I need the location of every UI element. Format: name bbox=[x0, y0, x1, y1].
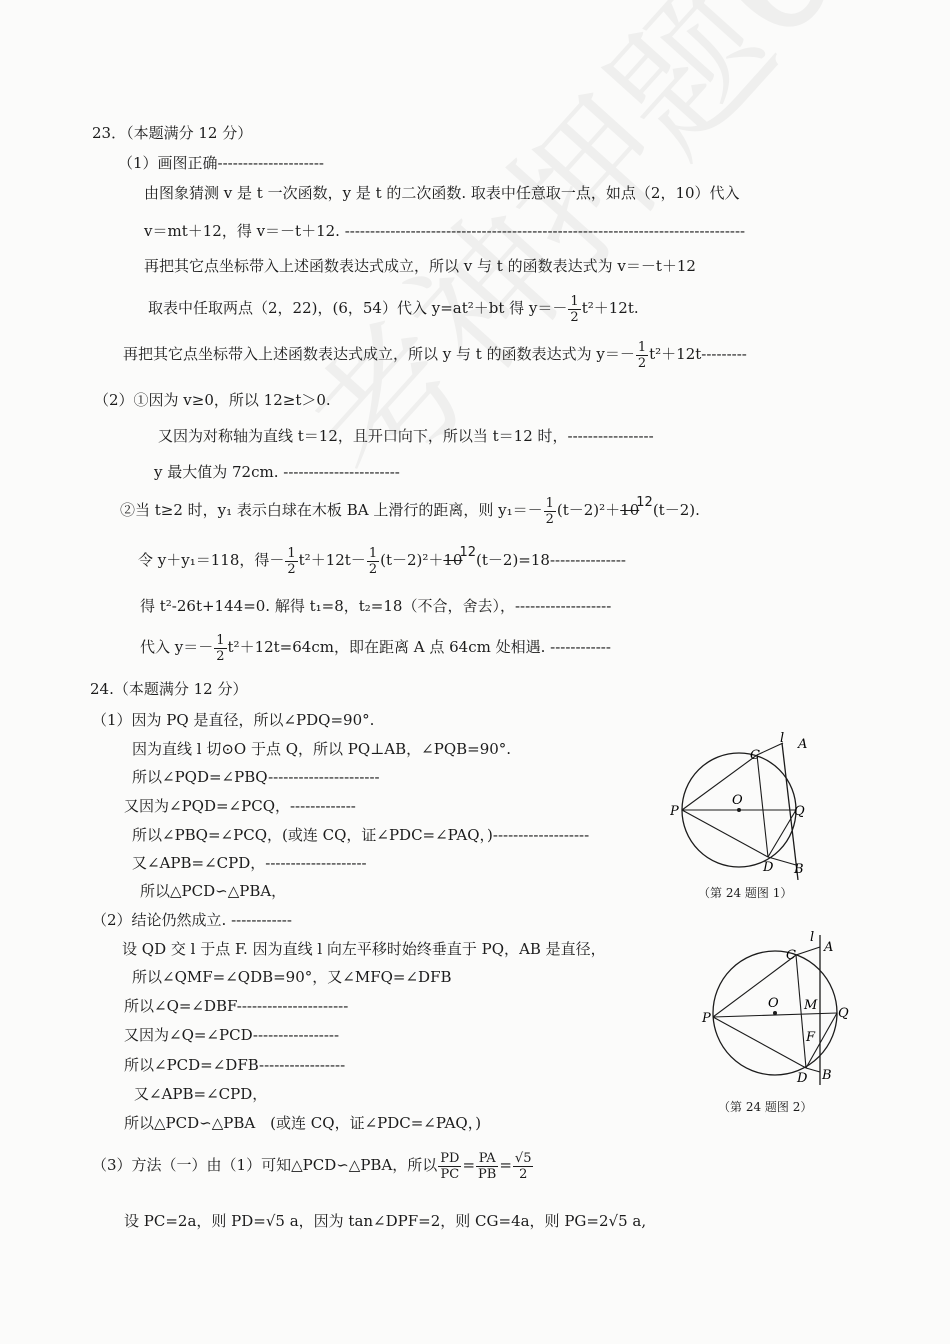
label-C: C bbox=[750, 748, 760, 763]
label-Q: Q bbox=[794, 804, 805, 819]
label-O: O bbox=[768, 996, 779, 1011]
label-l: l bbox=[810, 930, 815, 945]
label-B: B bbox=[794, 862, 804, 877]
q24-s1-line: 又因为∠PQD=∠PCQ，------------- bbox=[124, 797, 356, 815]
q23-line: 再把其它点坐标带入上述函数表达式成立，所以 y 与 t 的函数表达式为 y＝－ $\frac{1}{2}$ t²＋12t--------- bbox=[123, 339, 747, 371]
fraction: $\frac{1}{2}$ bbox=[570, 293, 579, 325]
fraction: $\frac{PA}{PB}$ bbox=[478, 1150, 497, 1182]
fraction: $\frac{√5}{2}$ bbox=[514, 1150, 532, 1182]
q23-line: （2）①因为 v≥0，所以 12≥t＞0. bbox=[94, 391, 331, 409]
label-M: M bbox=[804, 998, 818, 1013]
q23-line: 又因为对称轴为直线 t＝12，且开口向下，所以当 t＝12 时，----------------- bbox=[158, 427, 654, 445]
q24-s2-line: 又∠APB=∠CPD， bbox=[134, 1085, 268, 1103]
q23-line: 代入 y＝－ $\frac{1}{2}$ t²＋12t=64cm，即在距离 A 点 64cm 处相遇. ------------ bbox=[140, 632, 611, 664]
q23-line: 再把其它点坐标带入上述函数表达式成立，所以 v 与 t 的函数表达式为 v＝－t＋12 bbox=[144, 257, 696, 275]
fraction: $\frac{1}{2}$ bbox=[287, 545, 296, 577]
center-dot bbox=[737, 808, 741, 812]
q24-title: 24.（本题满分 12 分） bbox=[90, 680, 248, 698]
label-C: C bbox=[786, 948, 796, 963]
handwritten-correction: 12 bbox=[459, 545, 477, 560]
q23-line: ②当 t≥2 时，y₁ 表示白球在木板 BA 上滑行的距离，则 y₁＝－ $\frac{1}{2}$ (t－2)²＋1012(t－2). bbox=[120, 495, 700, 527]
label-A: A bbox=[824, 940, 834, 955]
q23-line: 取表中任取两点（2，22)，(6，54）代入 y=at²＋bt 得 y＝－ $\frac{1}{2}$ t²＋12t. bbox=[148, 293, 639, 325]
label-Q: Q bbox=[838, 1006, 849, 1021]
q24-s1-line: 所以∠PBQ=∠PCQ，(或连 CQ，证∠PDC=∠PAQ，)------------------- bbox=[132, 826, 590, 844]
q24-s2-line: 所以△PCD∽△PBA (或连 CQ，证∠PDC=∠PAQ，) bbox=[124, 1114, 482, 1132]
q24-s3-line: 设 PC=2a，则 PD=√5 a，因为 tan∠DPF=2，则 CG=4a，则 PG=2√5 a, bbox=[124, 1212, 647, 1230]
figure-24-2 bbox=[698, 925, 858, 1085]
label-D: D bbox=[797, 1071, 808, 1085]
center-dot bbox=[773, 1011, 777, 1015]
figure-24-1-caption: （第 24 题图 1） bbox=[698, 886, 793, 900]
handwritten-correction: 12 bbox=[636, 495, 653, 510]
q24-s3-line: （3）方法（一）由（1）可知△PCD∽△PBA，所以 $\frac{PD}{PC}$ = $\frac{PA}{PB}$ = $\frac{√5}{2}$ bbox=[92, 1150, 532, 1182]
q24-s2-line: （2）结论仍然成立. ------------ bbox=[92, 911, 292, 929]
q23-line: v＝mt＋12，得 v＝－t＋12. ------------------------------------------------------------------------------- bbox=[144, 222, 746, 240]
label-F: F bbox=[806, 1030, 816, 1045]
q23-line: 得 t²-26t+144=0. 解得 t₁=8，t₂=18（不合，舍去），------------------- bbox=[140, 597, 612, 615]
fraction: $\frac{1}{2}$ bbox=[216, 632, 225, 664]
q23-line: 令 y＋y₁＝118，得－ $\frac{1}{2}$ t²＋12t－ $\frac{1}{2}$ (t－2)²＋1012(t－2)=18--------------- bbox=[138, 545, 626, 577]
label-O: O bbox=[732, 793, 743, 808]
q24-s1-line: 因为直线 l 切⊙O 于点 Q，所以 PQ⊥AB，∠PQB=90°. bbox=[132, 740, 512, 758]
q24-s1-line: 又∠APB=∠CPD，-------------------- bbox=[132, 854, 367, 872]
q23-part1-label: （1）画图正确--------------------- bbox=[118, 154, 324, 172]
q24-s1-line: （1）因为 PQ 是直径，所以∠PDQ=90°. bbox=[92, 711, 375, 729]
q23-title: 23．（本题满分 12 分） bbox=[92, 124, 253, 142]
fraction: $\frac{1}{2}$ bbox=[637, 339, 647, 371]
q24-s2-line: 所以∠PCD=∠DFB----------------- bbox=[124, 1056, 346, 1074]
label-P: P bbox=[670, 804, 679, 819]
label-A: A bbox=[798, 737, 808, 752]
q23-line: 由图象猜测 v 是 t 一次函数，y 是 t 的二次函数. 取表中任意取一点，如点（2，10）代入 bbox=[144, 184, 740, 202]
q24-s1-line: 所以∠PQD=∠PBQ---------------------- bbox=[132, 768, 380, 786]
q24-s2-line: 又因为∠Q=∠PCD----------------- bbox=[124, 1026, 340, 1044]
label-B: B bbox=[822, 1068, 832, 1083]
fraction: $\frac{1}{2}$ bbox=[545, 495, 554, 527]
figure-24-1 bbox=[670, 725, 820, 880]
q23-line: y 最大值为 72cm. ----------------------- bbox=[154, 463, 400, 481]
q24-s2-line: 所以∠QMF=∠QDB=90°，又∠MFQ=∠DFB bbox=[132, 968, 452, 986]
q24-s1-line: 所以△PCD∽△PBA， bbox=[140, 882, 287, 900]
fraction: $\frac{1}{2}$ bbox=[368, 545, 378, 577]
label-P: P bbox=[702, 1011, 711, 1026]
label-D: D bbox=[763, 860, 774, 875]
label-l: l bbox=[780, 731, 785, 746]
fraction: $\frac{PD}{PC}$ bbox=[440, 1150, 460, 1182]
figure-24-2-caption: （第 24 题图 2） bbox=[718, 1100, 813, 1114]
q24-s2-line: 所以∠Q=∠DBF---------------------- bbox=[124, 997, 349, 1015]
q24-s2-line: 设 QD 交 l 于点 F. 因为直线 l 向左平移时始终垂直于 PQ，AB 是直径， bbox=[122, 940, 606, 958]
